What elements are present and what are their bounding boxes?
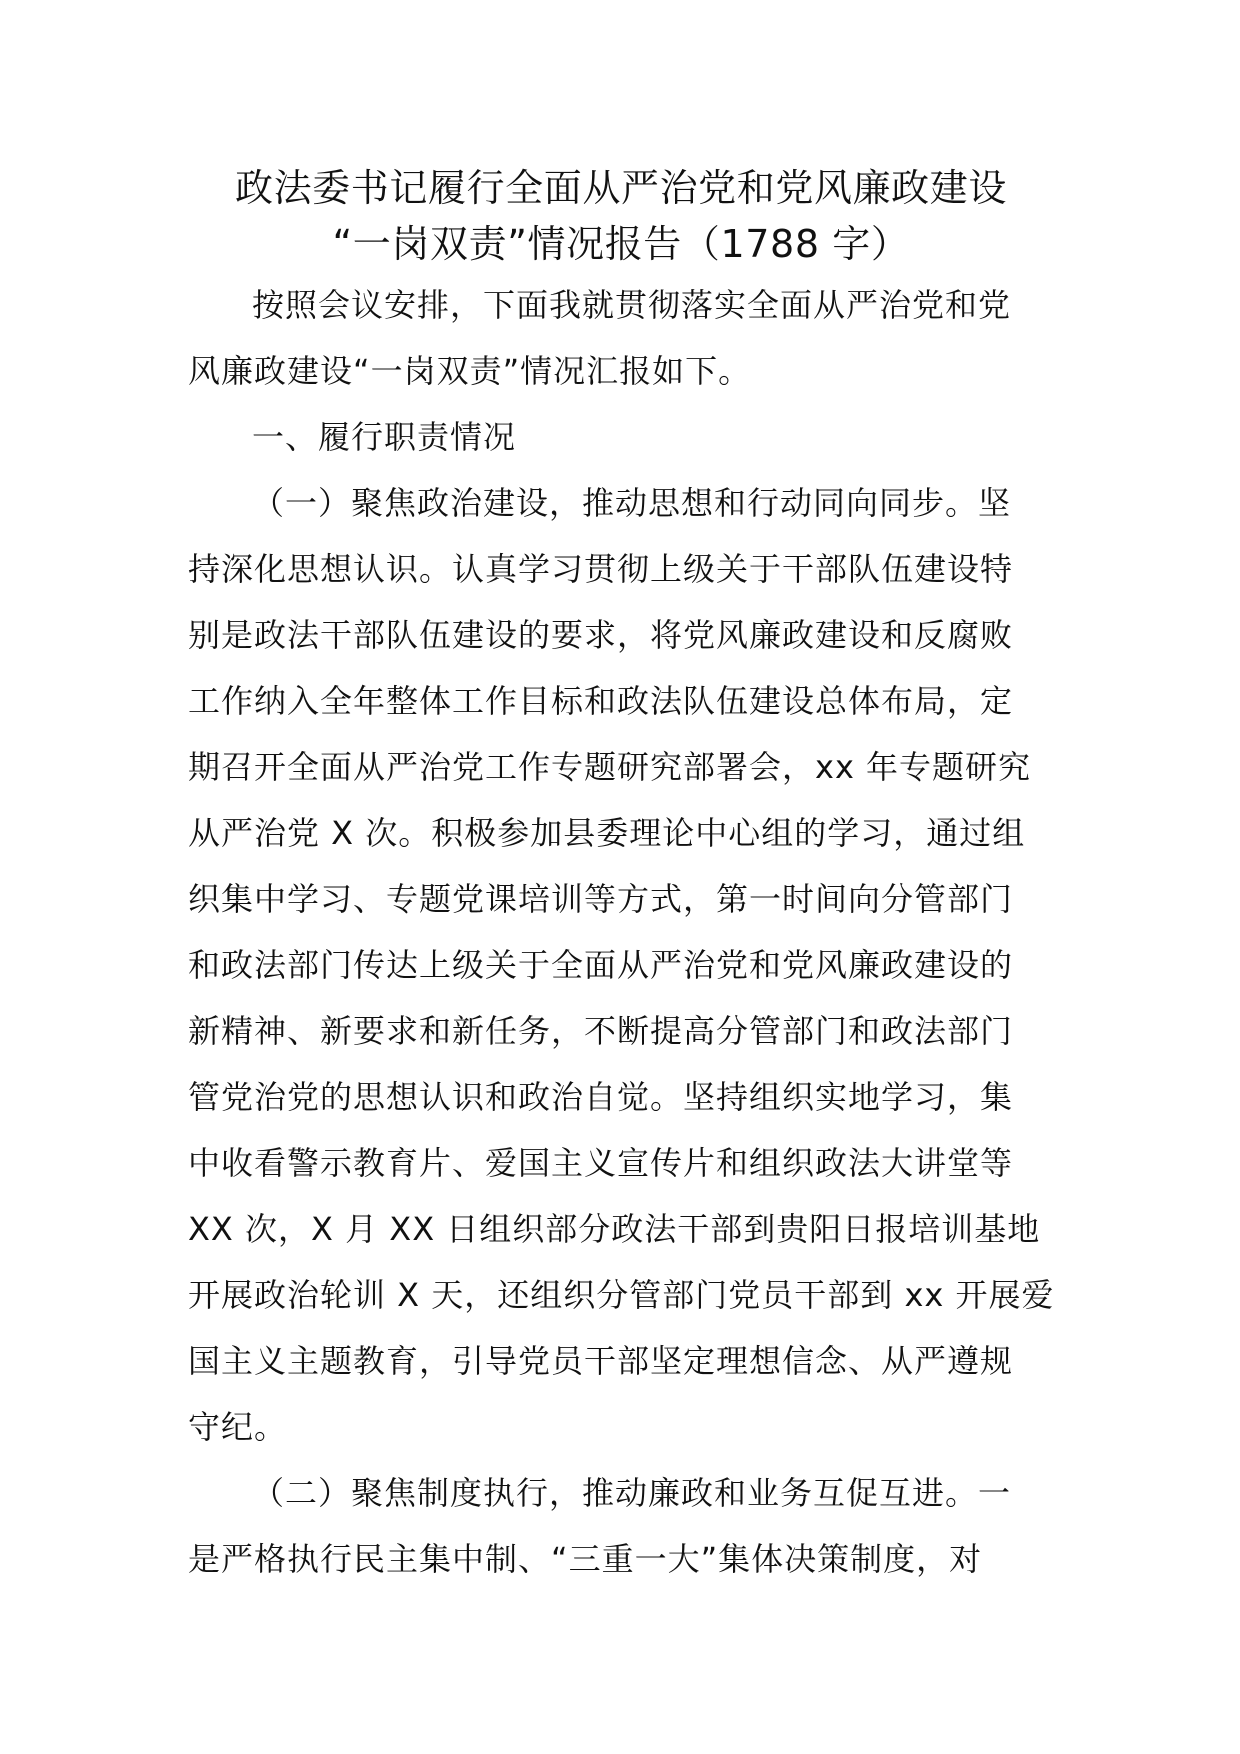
paragraph-line: 期召开全面从严治党工作专题研究部署会，xx 年专题研究: [188, 748, 1032, 786]
paragraph-line: 工作纳入全年整体工作目标和政法队伍建设总体布局，定: [188, 682, 1014, 720]
paragraph-line: 别是政法干部队伍建设的要求，将党风廉政建设和反腐败: [188, 616, 1014, 654]
paragraph-line: （二）聚焦制度执行，推动廉政和业务互促互进。一: [252, 1474, 1012, 1512]
section-heading: 一、履行职责情况: [252, 418, 517, 456]
paragraph-line: （一）聚焦政治建设，推动思想和行动同向同步。坚: [252, 484, 1012, 522]
document-title-line-1: 政法委书记履行全面从严治党和党风廉政建设: [234, 166, 1007, 210]
paragraph-line: 织集中学习、专题党课培训等方式，第一时间向分管部门: [188, 880, 1014, 918]
paragraph-line: 是严格执行民主集中制、“三重一大”集体决策制度，对: [188, 1540, 983, 1578]
document-body: [188, 160, 1054, 1592]
intro-paragraph-line: 风廉政建设“一岗双责”情况汇报如下。: [188, 352, 752, 390]
paragraph-line: 守纪。: [188, 1408, 288, 1446]
document-title-line-2: “一岗双责”情况报告（1788 字）: [332, 222, 910, 266]
paragraph-line: 国主义主题教育，引导党员干部坚定理想信念、从严遵规: [188, 1342, 1014, 1380]
paragraph-line: 从严治党 X 次。积极参加县委理论中心组的学习，通过组: [188, 814, 1026, 852]
paragraph-line: 持深化思想认识。认真学习贯彻上级关于干部队伍建设特: [188, 550, 1014, 588]
paragraph-line: XX 次，X 月 XX 日组织部分政法干部到贵阳日报培训基地: [188, 1210, 1041, 1248]
paragraph-line: 和政法部门传达上级关于全面从严治党和党风廉政建设的: [188, 946, 1014, 984]
paragraph-line: 开展政治轮训 X 天，还组织分管部门党员干部到 xx 开展爱: [188, 1276, 1055, 1314]
intro-paragraph-line: 按照会议安排，下面我就贯彻落实全面从严治党和党: [252, 286, 1012, 324]
paragraph-line: 中收看警示教育片、爱国主义宣传片和组织政法大讲堂等: [188, 1144, 1014, 1182]
paragraph-line: 新精神、新要求和新任务，不断提高分管部门和政法部门: [188, 1012, 1014, 1050]
paragraph-line: 管党治党的思想认识和政治自觉。坚持组织实地学习，集: [188, 1078, 1014, 1116]
